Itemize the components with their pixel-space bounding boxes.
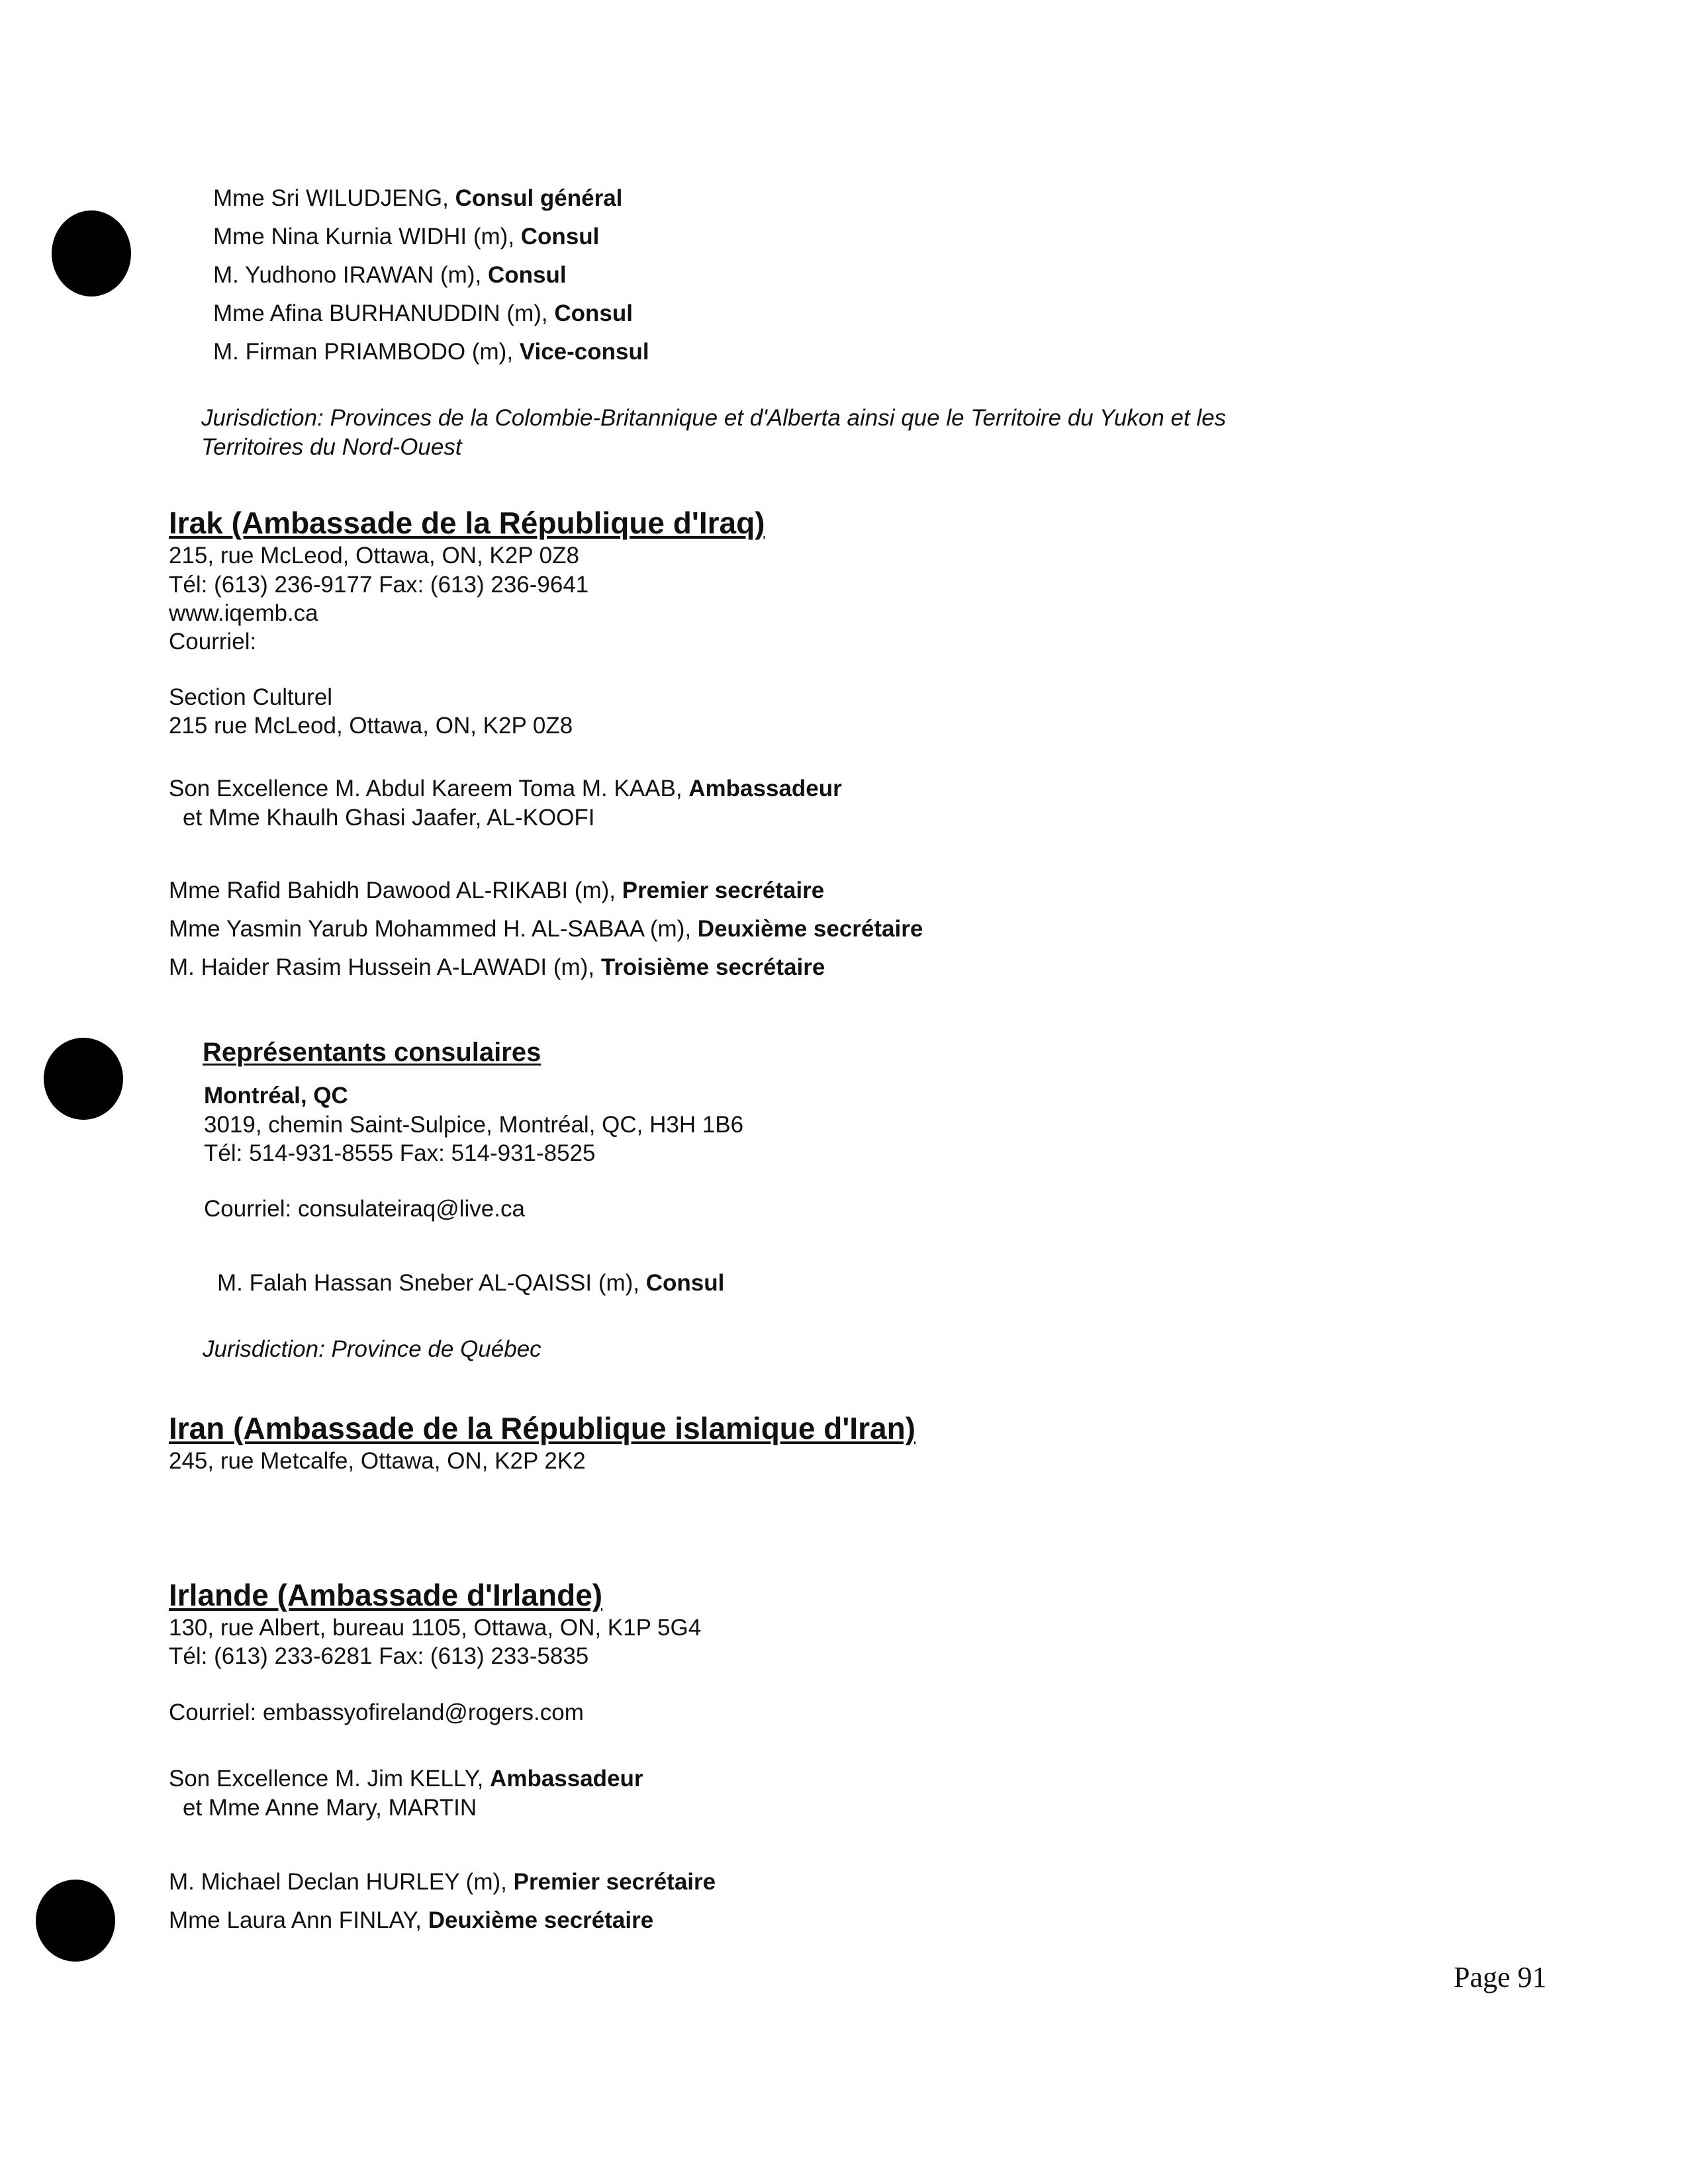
- irlande-heading: Irlande (Ambassade d'Irlande): [169, 1578, 603, 1612]
- irak-consular-email: Courriel: consulateiraq@live.ca: [204, 1196, 525, 1222]
- irak-ambassador-spouse: et Mme Khaulh Ghasi Jaafer, AL-KOOFI: [183, 805, 595, 831]
- irlande-phone: Tél: (613) 233-6281 Fax: (613) 233-5835: [169, 1643, 589, 1669]
- jurisdiction-top-line2: Territoires du Nord-Ouest: [201, 434, 462, 460]
- punch-hole-top: [52, 210, 131, 296]
- punch-hole-bottom: [36, 1880, 115, 1962]
- irak-consular-heading: Représentants consulaires: [203, 1038, 541, 1067]
- irak-staff-2: Mme Yasmin Yarub Mohammed H. AL-SABAA (m), Deuxième secrétaire: [169, 916, 923, 942]
- irak-consular-address: 3019, chemin Saint-Sulpice, Montréal, QC, H3H 1B6: [204, 1112, 744, 1138]
- irak-staff-3: M. Haider Rasim Hussein A-LAWADI (m), Troisième secrétaire: [169, 954, 825, 980]
- irlande-ambassador-spouse: et Mme Anne Mary, MARTIN: [183, 1795, 477, 1821]
- irak-consular-city: Montréal, QC: [204, 1083, 348, 1109]
- consul-entry-5: M. Firman PRIAMBODO (m), Vice-consul: [213, 339, 649, 365]
- irak-staff-1: Mme Rafid Bahidh Dawood AL-RIKABI (m), Premier secrétaire: [169, 878, 825, 903]
- irlande-staff-1: M. Michael Declan HURLEY (m), Premier secrétaire: [169, 1869, 716, 1895]
- irak-consul: M. Falah Hassan Sneber AL-QAISSI (m), Consul: [217, 1270, 725, 1296]
- consul-entry-3: M. Yudhono IRAWAN (m), Consul: [213, 262, 567, 288]
- consul-entry-2: Mme Nina Kurnia WIDHI (m), Consul: [213, 224, 600, 250]
- irlande-staff-2: Mme Laura Ann FINLAY, Deuxième secrétaire: [169, 1907, 654, 1933]
- irlande-ambassador: Son Excellence M. Jim KELLY, Ambassadeur: [169, 1766, 643, 1792]
- irak-consular-phone: Tél: 514-931-8555 Fax: 514-931-8525: [204, 1140, 596, 1166]
- consul-entry-1: Mme Sri WILUDJENG, Consul général: [213, 185, 623, 211]
- irak-website: www.iqemb.ca: [169, 600, 318, 626]
- jurisdiction-top-line1: Jurisdiction: Provinces de la Colombie-Britannique et d'Alberta ainsi que le Territoire du Yukon et les: [201, 405, 1227, 431]
- punch-hole-middle: [44, 1038, 123, 1120]
- page-number: Page 91: [1454, 1961, 1547, 1993]
- irak-phone: Tél: (613) 236-9177 Fax: (613) 236-9641: [169, 572, 589, 598]
- irlande-address: 130, rue Albert, bureau 1105, Ottawa, ON, K1P 5G4: [169, 1615, 702, 1641]
- iran-address: 245, rue Metcalfe, Ottawa, ON, K2P 2K2: [169, 1448, 586, 1474]
- irak-heading: Irak (Ambassade de la République d'Iraq): [169, 506, 765, 540]
- irak-section-name: Section Culturel: [169, 684, 333, 710]
- irak-email-label: Courriel:: [169, 629, 257, 655]
- irak-section-address: 215 rue McLeod, Ottawa, ON, K2P 0Z8: [169, 713, 573, 739]
- irak-address: 215, rue McLeod, Ottawa, ON, K2P 0Z8: [169, 543, 579, 569]
- iran-heading: Iran (Ambassade de la République islamique d'Iran): [169, 1411, 915, 1445]
- irak-ambassador: Son Excellence M. Abdul Kareem Toma M. KAAB, Ambassadeur: [169, 776, 842, 801]
- irlande-email: Courriel: embassyofireland@rogers.com: [169, 1700, 584, 1725]
- irak-jurisdiction: Jurisdiction: Province de Québec: [203, 1336, 541, 1362]
- consul-entry-4: Mme Afina BURHANUDDIN (m), Consul: [213, 300, 633, 326]
